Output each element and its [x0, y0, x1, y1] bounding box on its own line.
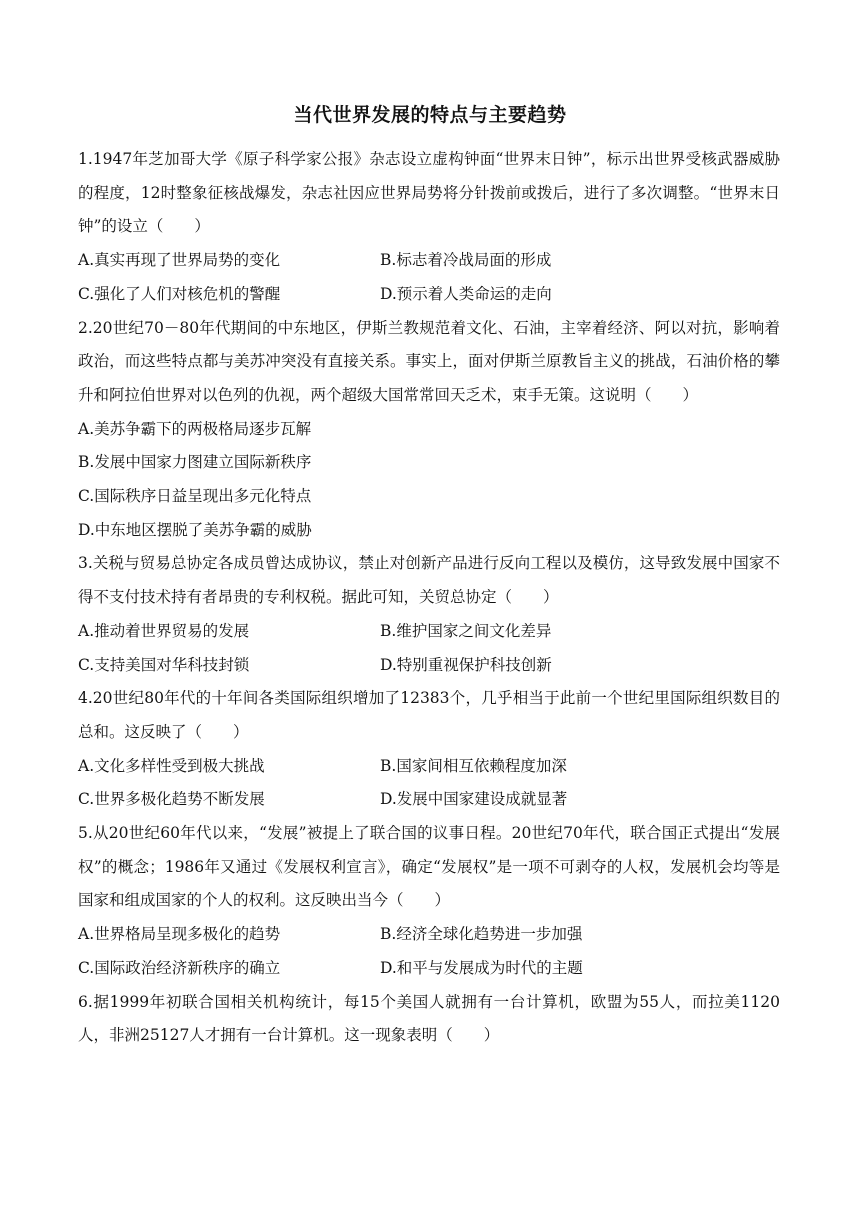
option-c: C.强化了人们对核危机的警醒 — [78, 284, 281, 303]
question-1 — [78, 143, 780, 312]
option-a: A.文化多样性受到极大挑战 — [78, 756, 265, 775]
question-stem: 5.从20世纪60年代以来，“发展”被提上了联合国的议事日程。20世纪70年代，联合国正式提出“发展权”的概念；1986年又通过《发展权利宣言》，确定“发展权”是一项不可剥夺的人权，发展机会均等是国家和组成国家的个人的权利。这反映出当今（ ） — [78, 824, 780, 910]
question-6 — [78, 986, 780, 1053]
option-b: B.国家间相互依赖程度加深 — [380, 756, 567, 775]
option-b: B.标志着冷战局面的形成 — [380, 251, 552, 270]
question-stem: 2.20世纪70－80年代期间的中东地区，伊斯兰教规范着文化、石油，主宰着经济、阿以对抗，影响着政治，而这些特点都与美苏冲突没有直接关系。事实上，面对伊斯兰原教旨主义的挑战，石油价格的攀升和阿拉伯世界对以色列的仇视，两个超级大国常常回天乏术，束手无策。这说明（ ） — [78, 318, 780, 404]
option-a: A.美苏争霸下的两极格局逐步瓦解 — [78, 419, 312, 438]
question-stem: 6.据1999年初联合国相关机构统计，每15个美国人就拥有一台计算机，欧盟为55人，而拉美1120人，非洲25127人才拥有一台计算机。这一现象表明（ ） — [78, 992, 780, 1045]
question-2 — [78, 312, 780, 548]
question-5 — [78, 817, 780, 986]
option-a: A.世界格局呈现多极化的趋势 — [78, 925, 281, 944]
option-c: C.国际秩序日益呈现出多元化特点 — [78, 487, 312, 506]
option-a: A.推动着世界贸易的发展 — [78, 621, 250, 640]
question-stem: 3.关税与贸易总协定各成员曾达成协议，禁止对创新产品进行反向工程以及模仿，这导致发展中国家不得不支付技术持有者昂贵的专利权税。据此可知，关贸总协定（ ） — [78, 554, 780, 607]
option-d: D.特别重视保护科技创新 — [380, 655, 552, 674]
option-a: A.真实再现了世界局势的变化 — [78, 251, 281, 270]
option-b: B.维护国家之间文化差异 — [380, 621, 552, 640]
option-d: D.中东地区摆脱了美苏争霸的威胁 — [78, 520, 312, 539]
option-list — [78, 750, 780, 817]
option-list — [78, 615, 780, 682]
option-list — [78, 413, 780, 548]
question-stem: 4.20世纪80年代的十年间各类国际组织增加了12383个，几乎相当于此前一个世纪里国际组织数目的总和。这反映了（ ） — [78, 689, 780, 741]
option-d: D.和平与发展成为时代的主题 — [380, 958, 583, 977]
question-3 — [78, 547, 780, 682]
option-c: C.国际政治经济新秩序的确立 — [78, 958, 281, 977]
option-b: B.经济全球化趋势进一步加强 — [380, 925, 583, 944]
option-d: D.预示着人类命运的走向 — [380, 284, 552, 303]
question-4 — [78, 682, 780, 817]
option-c: C.支持美国对华科技封锁 — [78, 655, 250, 674]
option-c: C.世界多极化趋势不断发展 — [78, 790, 265, 809]
option-d: D.发展中国家建设成就显著 — [380, 790, 568, 809]
option-list — [78, 244, 780, 311]
question-list — [78, 143, 780, 1053]
page-title: 当代世界发展的特点与主要趋势 — [293, 104, 567, 126]
option-b: B.发展中国家力图建立国际新秩序 — [78, 453, 312, 472]
question-stem: 1.1947年芝加哥大学《原子科学家公报》杂志设立虚构钟面“世界末日钟”，标示出世界受核武器威胁的程度，12时整象征核战爆发，杂志社因应世界局势将分针拨前或拨后，进行了多次调整。“世界末日钟”的设立（ ） — [78, 150, 780, 236]
option-list — [78, 918, 780, 985]
